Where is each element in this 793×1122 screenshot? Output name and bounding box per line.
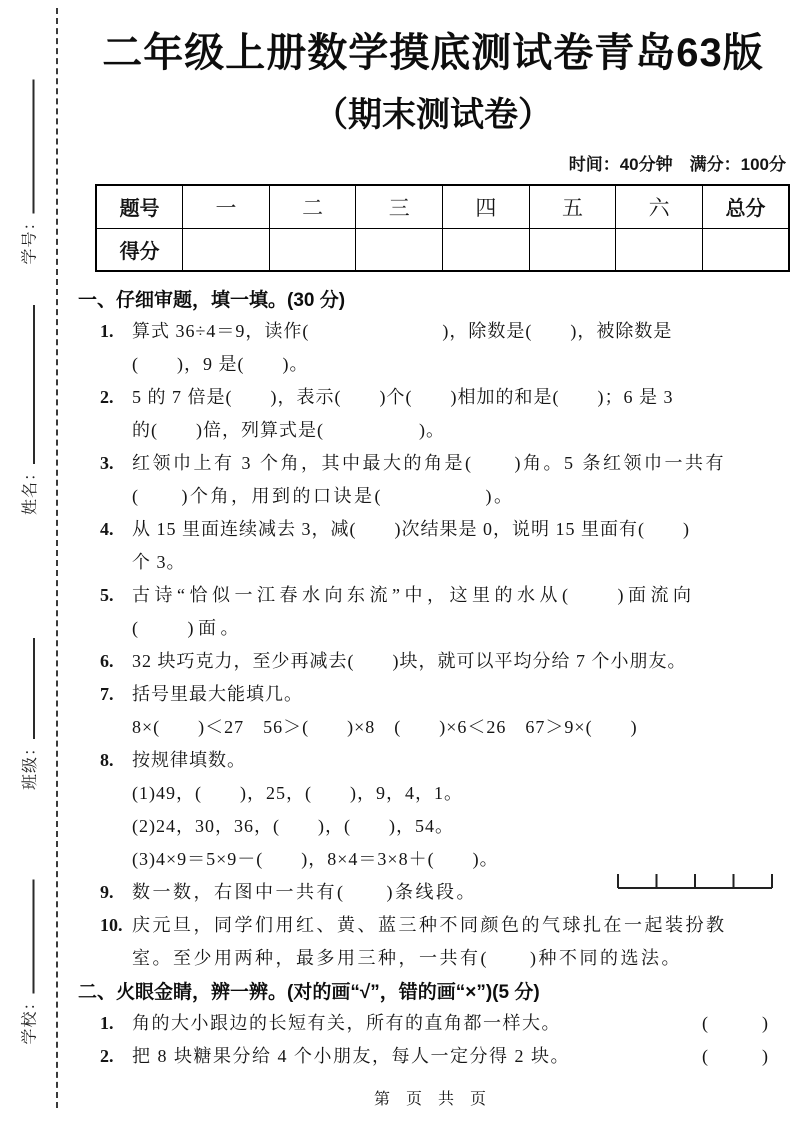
score-table-header-cell: 总分	[702, 185, 789, 228]
section1-title: 一、仔细审题，填一填。(30 分)	[78, 290, 346, 311]
score-table-header-cell: 六	[616, 185, 703, 228]
score-cell	[443, 228, 530, 271]
question-3	[100, 447, 788, 513]
question-subitem: (1)49，( )，25，( )，9，4，1。	[132, 783, 463, 803]
score-table-header-row	[96, 185, 789, 228]
question-formula-line: 8×( )＜27 56＞( )×8 ( )×6＜26 67＞9×( )	[132, 717, 638, 737]
paper-title: 二年级上册数学摸底测试卷青岛63版	[102, 31, 764, 75]
score-table-header-cell: 五	[529, 185, 616, 228]
page-footer: 第 页 共 页	[373, 1091, 492, 1108]
score-cell	[183, 228, 270, 271]
question-line: 5 的 7 倍是( )，表示( )个( )相加的和是( )；6 是 3	[132, 387, 674, 407]
question-line: 红领巾上有 3 个角，其中最大的角是( )角。5 条红领巾一共有	[132, 453, 726, 473]
question-5	[100, 579, 788, 645]
question-line: 的( )倍，列算式是( )。	[132, 420, 445, 440]
question-number: 4.	[100, 519, 114, 539]
question-line: 算式 36÷4＝9，读作( )，除数是( )，被除数是	[132, 321, 673, 341]
question-line: 庆元旦，同学们用红、黄、蓝三种不同颜色的气球扎在一起装扮教	[132, 915, 727, 935]
class-label: 班级：	[21, 738, 39, 790]
score-cell	[269, 228, 356, 271]
question-line: 从 15 里面连续减去 3，减( )次结果是 0，说明 15 里面有( )	[132, 519, 690, 539]
question-9	[100, 876, 788, 909]
question-line: 括号里最大能填几。	[132, 684, 303, 704]
score-table	[95, 184, 790, 272]
question-number: 2.	[100, 387, 114, 407]
time-score-info: 时间：40分钟 满分：100分	[568, 155, 786, 174]
question-line: 数一数，右图中一共有( )条线段。	[132, 882, 477, 902]
score-cell	[356, 228, 443, 271]
question-8	[100, 744, 788, 876]
question-line: 古诗“恰似一江春水向东流”中，这里的水从( )面流向	[132, 585, 696, 605]
question-4	[100, 513, 788, 579]
question-subitem: (2)24，30，36，( )，( )，54。	[132, 816, 454, 836]
score-table-header-cell: 二	[269, 185, 356, 228]
score-table-header-cell: 四	[443, 185, 530, 228]
question-number: 10.	[100, 915, 123, 935]
question-number: 7.	[100, 684, 114, 704]
section2-title: 二、火眼金睛，辨一辨。(对的画“√”，错的画“×”)(5 分)	[78, 982, 540, 1003]
answer-parentheses: ( )	[702, 1013, 774, 1033]
score-cell	[616, 228, 703, 271]
true-false-question-1	[100, 1007, 788, 1040]
question-text: 把 8 块糖果分给 4 个小朋友，每人一定分得 2 块。	[132, 1046, 570, 1066]
question-line: 室。至少用两种，最多用三种，一共有( )种不同的选法。	[132, 948, 682, 968]
question-subitem: (3)4×9＝5×9－( )，8×4＝3×8＋( )。	[132, 849, 499, 869]
question-10	[100, 909, 788, 975]
student-name-label: 姓名：	[21, 463, 39, 515]
question-number: 2.	[100, 1046, 114, 1066]
student-number-label: 学号：	[21, 213, 38, 265]
score-row-label: 得分	[96, 228, 183, 271]
question-number: 1.	[100, 321, 114, 341]
score-table-header-cell: 三	[356, 185, 443, 228]
question-number: 6.	[100, 651, 114, 671]
question-text: 角的大小跟边的长短有关，所有的直角都一样大。	[132, 1013, 561, 1033]
score-cell	[529, 228, 616, 271]
question-1	[100, 315, 788, 381]
question-number: 5.	[100, 585, 114, 605]
question-line: 按规律填数。	[132, 750, 246, 770]
question-line: ( )个角，用到的口诀是( )。	[132, 486, 515, 506]
score-table-header-cell: 一	[183, 185, 270, 228]
question-number: 9.	[100, 882, 114, 902]
school-label: 学校：	[21, 993, 38, 1045]
score-table-header-cell: 题号	[96, 185, 183, 228]
question-line: ( )，9 是( )。	[132, 354, 309, 374]
question-number: 3.	[100, 453, 114, 473]
question-line: 32 块巧克力，至少再减去( )块，就可以平均分给 7 个小朋友。	[132, 651, 687, 671]
true-false-question-2	[100, 1040, 788, 1073]
question-2	[100, 381, 788, 447]
question-number: 8.	[100, 750, 114, 770]
answer-parentheses: ( )	[702, 1046, 774, 1066]
question-number: 1.	[100, 1013, 114, 1033]
question-7	[100, 678, 788, 744]
score-cell	[702, 228, 789, 271]
score-table-score-row	[96, 228, 789, 271]
question-line: ( )面。	[132, 618, 243, 638]
paper-subtitle: （期末测试卷）	[314, 96, 552, 134]
question-line: 个 3。	[132, 552, 186, 572]
question-6	[100, 645, 788, 678]
